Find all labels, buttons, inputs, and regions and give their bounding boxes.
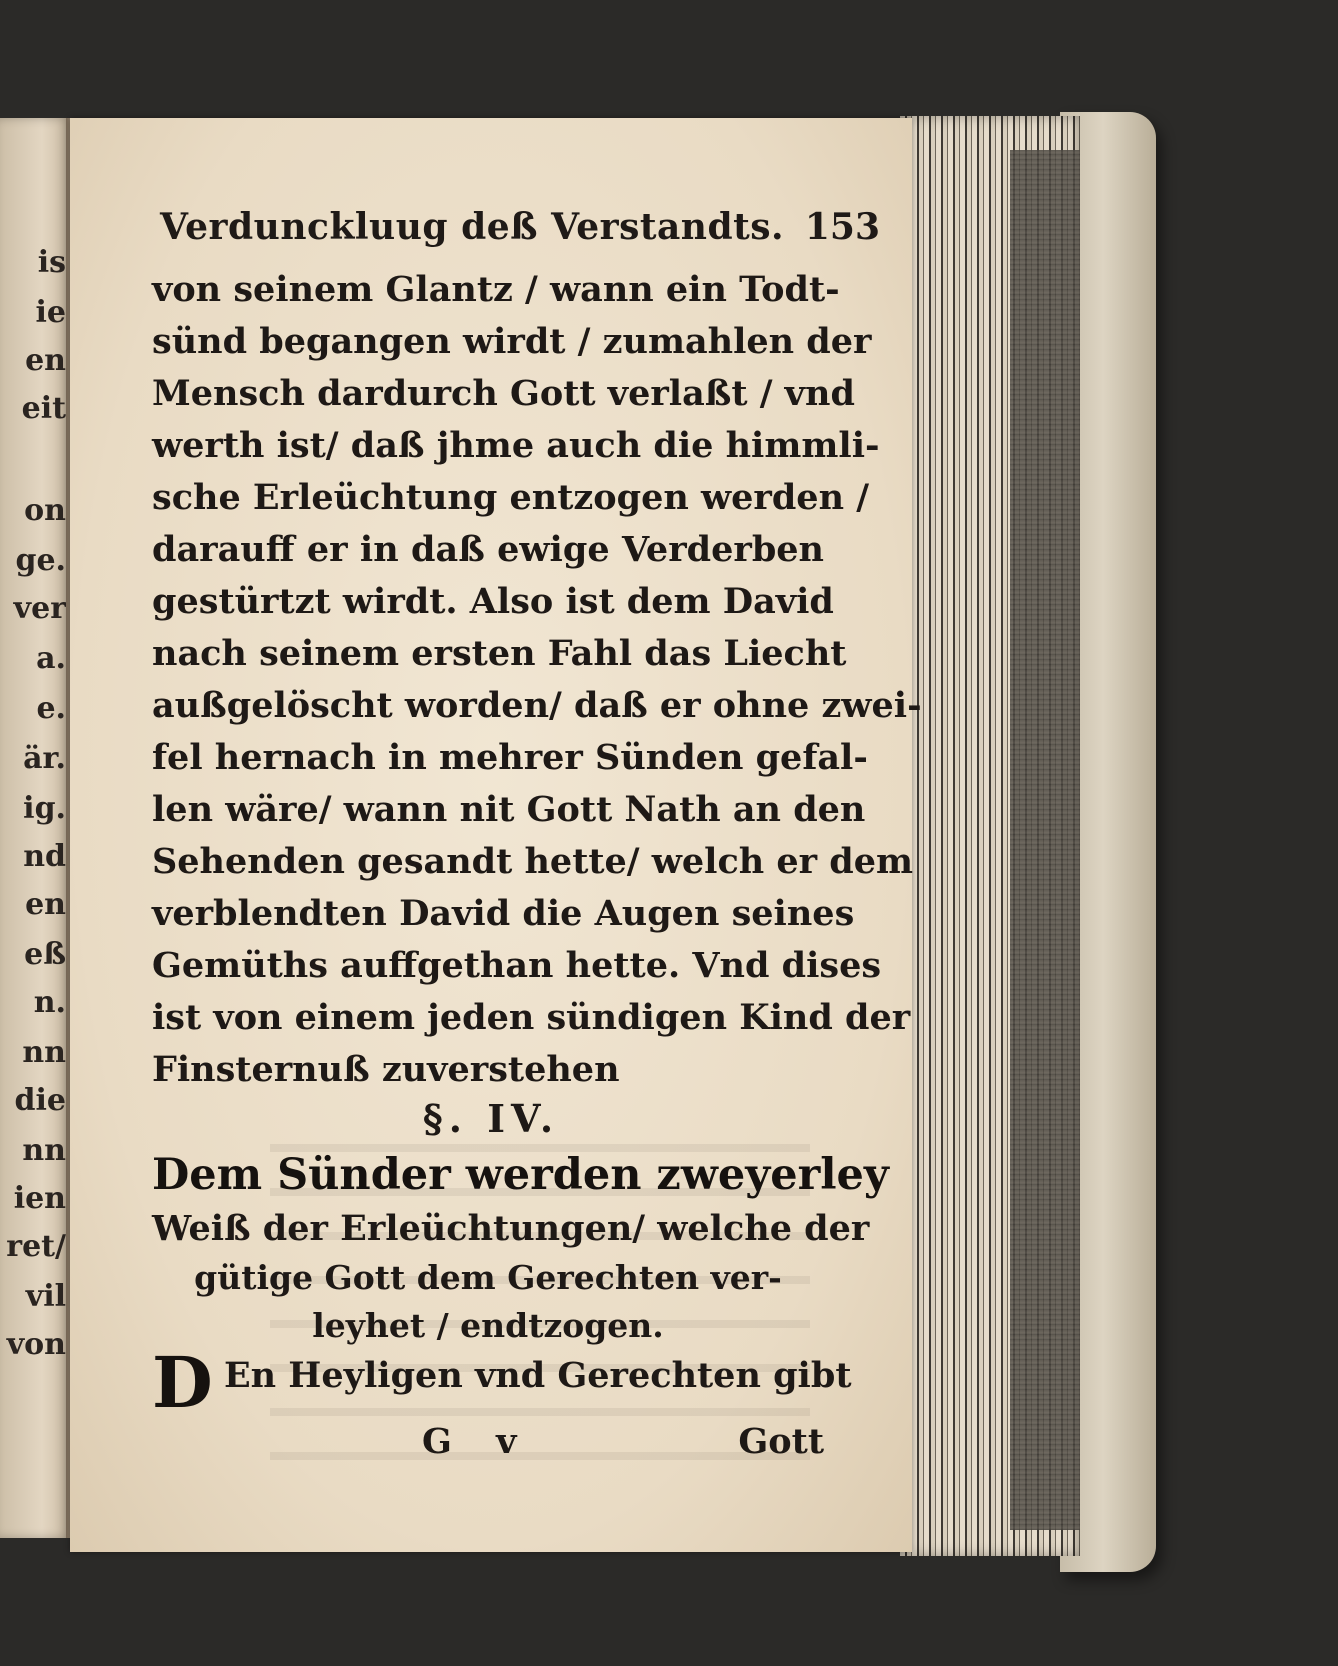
text-line: fel hernach in mehrer Sünden gefal- bbox=[152, 737, 868, 778]
facing-page-fragment: ver bbox=[13, 591, 66, 626]
text-line: werth ist/ daß jhme auch die himmli- bbox=[152, 425, 880, 466]
page-footer bbox=[152, 1416, 824, 1468]
page-number: 153 bbox=[804, 206, 880, 248]
text-line: nach seinem ersten Fahl das Liecht bbox=[152, 633, 847, 674]
facing-page-fragment: ret/ bbox=[6, 1229, 66, 1264]
facing-page-fragment: vil bbox=[25, 1279, 66, 1314]
text-line: En Heyligen vnd Gerechten gibt bbox=[224, 1355, 852, 1396]
facing-page-left bbox=[0, 118, 70, 1538]
facing-page-fragment: ie bbox=[35, 295, 66, 330]
page-edges-shadow bbox=[1010, 150, 1080, 1530]
facing-page-fragment: är. bbox=[23, 741, 66, 776]
text-line: gestürtzt wirdt. Also ist dem David bbox=[152, 581, 834, 622]
section-heading bbox=[152, 1146, 889, 1350]
facing-page-fragment: nd bbox=[23, 839, 66, 874]
drop-cap: D bbox=[152, 1341, 213, 1424]
facing-page-fragment: ien bbox=[13, 1181, 66, 1216]
facing-page-fragment: ge. bbox=[15, 543, 66, 578]
paragraph-2 bbox=[152, 1341, 852, 1424]
text-line: Gemüths auffgethan hette. Vnd dises bbox=[152, 945, 882, 986]
text-line: darauff er in daß ewige Verderben bbox=[152, 529, 824, 570]
text-line: ist von einem jeden sündigen Kind der bbox=[152, 997, 911, 1038]
facing-page-fragment: e. bbox=[36, 691, 66, 726]
facing-page-fragment: en bbox=[25, 343, 66, 378]
heading-line-2: Weiß der Erleüchtungen/ welche der bbox=[152, 1208, 870, 1249]
running-title: Verdunckluug deß Verstandts. bbox=[160, 206, 785, 248]
facing-page-fragment: nn bbox=[22, 1035, 66, 1070]
book-page bbox=[70, 118, 922, 1552]
text-line: außgelöscht worden/ daß er ohne zwei- bbox=[152, 685, 922, 726]
page-header bbox=[160, 206, 880, 256]
text-line: Sehenden gesandt hette/ welch er dem bbox=[152, 841, 914, 882]
facing-page-fragment: eit bbox=[21, 391, 66, 426]
text-line: Mensch dardurch Gott verlaßt / vnd bbox=[152, 373, 855, 414]
body-text bbox=[152, 264, 922, 1096]
facing-page-fragment: von bbox=[6, 1327, 66, 1362]
facing-page-fragment: eß bbox=[24, 937, 66, 972]
facing-page-fragment: die bbox=[14, 1083, 66, 1118]
text-line: von seinem Glantz / wann ein Todt- bbox=[152, 269, 840, 310]
text-line-last: Finsternuß zuverstehen bbox=[152, 1049, 620, 1090]
catchword: Gott bbox=[738, 1421, 824, 1462]
facing-page-fragment: nn bbox=[22, 1133, 66, 1168]
facing-page-fragment: n. bbox=[33, 985, 66, 1020]
facing-page-fragment: is bbox=[37, 245, 66, 280]
signature-mark: G v bbox=[422, 1421, 533, 1462]
facing-page-fragment: on bbox=[24, 493, 66, 528]
heading-line-3: gütige Gott dem Gerechten ver- bbox=[194, 1258, 782, 1297]
text-line: sche Erleüchtung entzogen werden / bbox=[152, 477, 869, 518]
text-line: sünd begangen wirdt / zumahlen der bbox=[152, 321, 872, 362]
section-mark: §. IV. bbox=[422, 1096, 560, 1141]
facing-page-fragment: a. bbox=[36, 641, 66, 676]
facing-page-fragment: ig. bbox=[23, 791, 66, 826]
facing-page-fragment: en bbox=[25, 887, 66, 922]
heading-line-1: Dem Sünder werden zweyerley bbox=[152, 1150, 889, 1200]
text-line: len wäre/ wann nit Gott Nath an den bbox=[152, 789, 866, 830]
heading-line-4: leyhet / endtzogen. bbox=[312, 1306, 664, 1345]
text-line: verblendten David die Augen seines bbox=[152, 893, 855, 934]
